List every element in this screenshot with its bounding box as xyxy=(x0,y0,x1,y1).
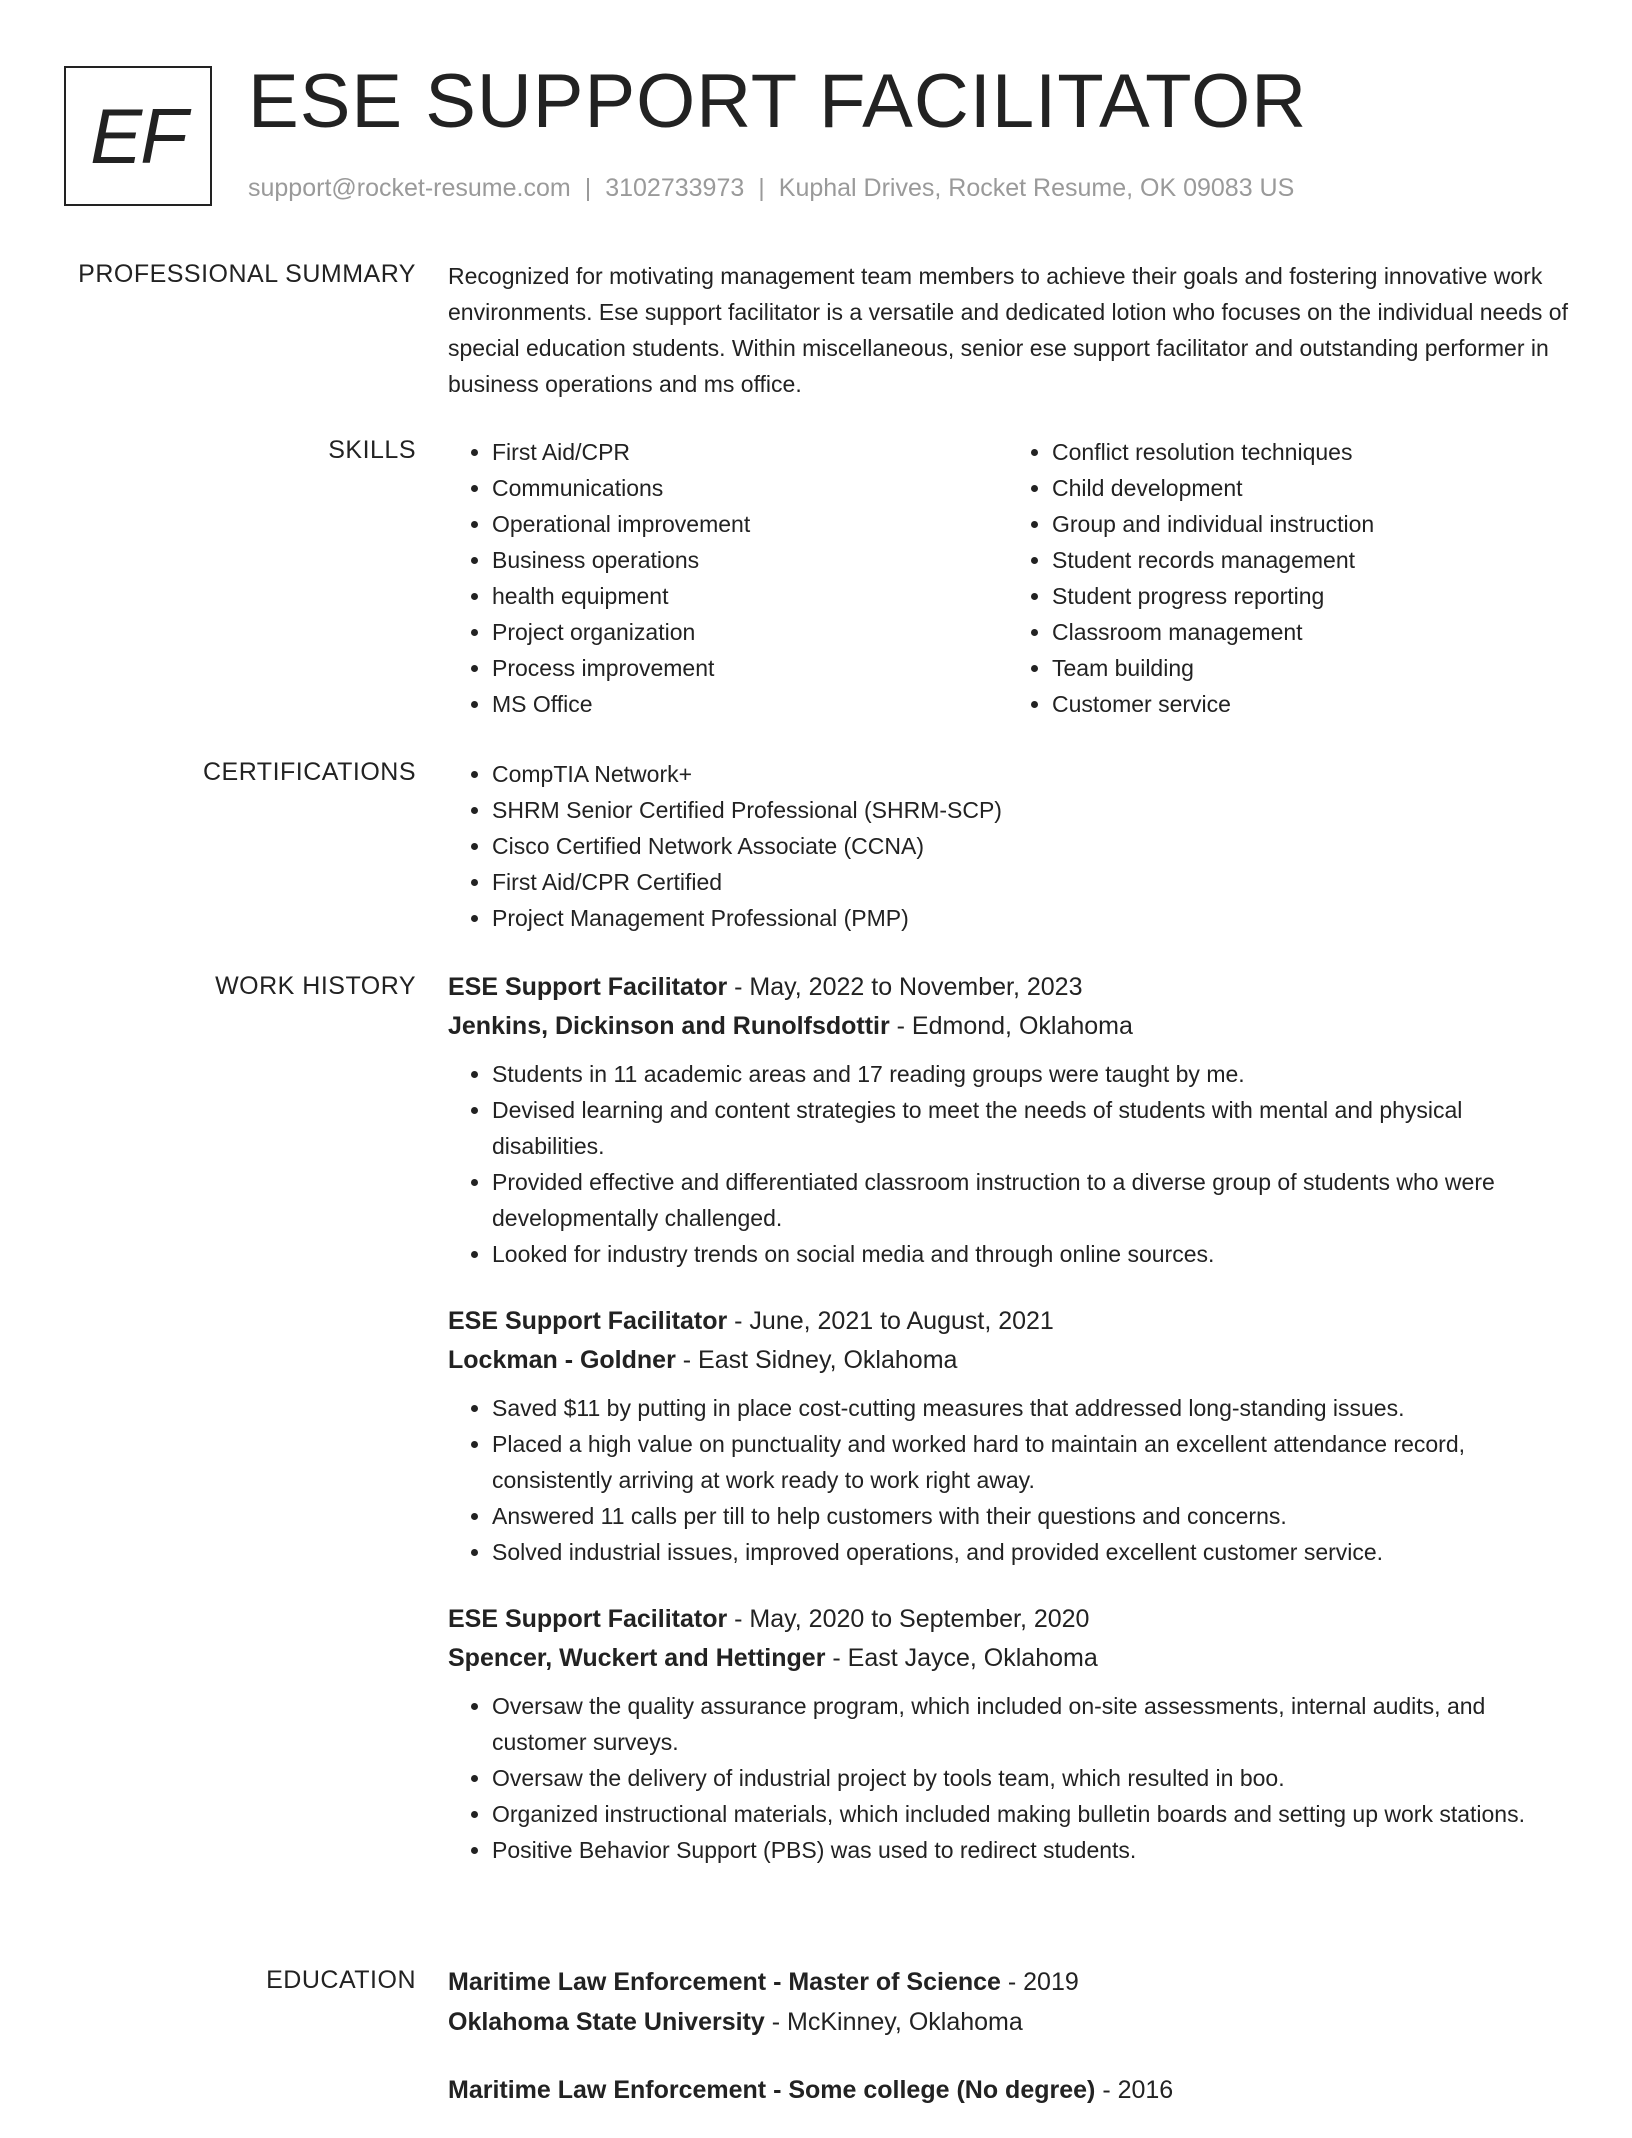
monogram-logo: EF xyxy=(64,66,212,206)
skill-item: • Operational improvement xyxy=(492,506,1008,542)
job-bullet: • Organized instructional materials, which included making bulletin boards and setting up work stations. xyxy=(492,1796,1568,1832)
job-bullet: • Answered 11 calls per till to help customers with their questions and concerns. xyxy=(492,1498,1568,1534)
job-title-line xyxy=(448,1600,1568,1638)
education-year: - 2019 xyxy=(1000,1968,1079,1996)
certifications-list xyxy=(448,756,1568,936)
job-location: - East Jayce, Oklahoma xyxy=(825,1644,1098,1672)
skills-list-left xyxy=(448,434,1008,722)
job-bullet: • Saved $11 by putting in place cost-cutting measures that addressed long-standing issues. xyxy=(492,1390,1568,1426)
skill-item: • MS Office xyxy=(492,686,1008,722)
contact-address: Kuphal Drives, Rocket Resume, OK 09083 US xyxy=(778,174,1295,202)
job-entry xyxy=(448,1600,1568,1868)
skill-item: • health equipment xyxy=(492,578,1008,614)
job-title: ESE Support Facilitator xyxy=(448,1605,728,1633)
contact-email[interactable]: support@rocket-resume.com xyxy=(248,174,571,202)
skill-item: • First Aid/CPR xyxy=(492,434,1008,470)
job-entry xyxy=(448,968,1568,1272)
certification-item: • SHRM Senior Certified Professional (SHRM-SCP) xyxy=(492,792,1568,828)
job-bullet: • Positive Behavior Support (PBS) was used to redirect students. xyxy=(492,1832,1568,1868)
job-bullet: • Oversaw the delivery of industrial project by tools team, which resulted in boo. xyxy=(492,1760,1568,1796)
contact-separator: | xyxy=(758,174,765,202)
job-bullet: • Solved industrial issues, improved operations, and provided excellent customer service. xyxy=(492,1534,1568,1570)
education-year: - 2016 xyxy=(1095,2076,1174,2104)
job-company-line xyxy=(448,1638,1568,1678)
skill-item: • Group and individual instruction xyxy=(1052,506,1568,542)
skill-item: • Business operations xyxy=(492,542,1008,578)
education-entry xyxy=(448,1962,1568,2042)
section-label-certifications: CERTIFICATIONS xyxy=(202,758,416,786)
job-dates: - May, 2020 to September, 2020 xyxy=(727,1605,1090,1633)
job-location: - Edmond, Oklahoma xyxy=(889,1012,1133,1040)
job-bullet: • Placed a high value on punctuality and worked hard to maintain an excellent attendance record, consistently arriving at work ready to work right away. xyxy=(492,1426,1568,1498)
skill-item: • Process improvement xyxy=(492,650,1008,686)
certification-item: • Cisco Certified Network Associate (CCNA) xyxy=(492,828,1568,864)
job-company: Spencer, Wuckert and Hettinger xyxy=(448,1644,826,1672)
job-company-line xyxy=(448,1340,1568,1380)
job-bullets xyxy=(448,1056,1568,1272)
resume-title: ESE SUPPORT FACILITATOR xyxy=(248,59,1308,144)
contact-phone[interactable]: 3102733973 xyxy=(605,174,745,202)
certifications-body xyxy=(448,756,1568,936)
skill-item: • Conflict resolution techniques xyxy=(1052,434,1568,470)
education-degree: Maritime Law Enforcement - Some college (No degree) xyxy=(448,2076,1096,2104)
education-degree-line xyxy=(448,1962,1568,2002)
education-school-line xyxy=(448,2002,1568,2042)
skill-item: • Communications xyxy=(492,470,1008,506)
job-company: Jenkins, Dickinson and Runolfsdottir xyxy=(448,1012,890,1040)
job-dates: - June, 2021 to August, 2021 xyxy=(727,1307,1054,1335)
job-bullet: • Provided effective and differentiated classroom instruction to a diverse group of students who were developmentally challenged. xyxy=(492,1164,1568,1236)
section-label-skills: SKILLS xyxy=(328,436,416,464)
work-history-body xyxy=(448,968,1568,1898)
section-label-education: EDUCATION xyxy=(266,1966,416,1994)
contact-line xyxy=(248,174,1294,203)
section-label-work-history: WORK HISTORY xyxy=(215,972,416,1000)
job-bullet: • Devised learning and content strategies to meet the needs of students with mental and physical disabilities. xyxy=(492,1092,1568,1164)
job-bullets xyxy=(448,1688,1568,1868)
job-dates: - May, 2022 to November, 2023 xyxy=(727,973,1083,1001)
job-title: ESE Support Facilitator xyxy=(448,1307,728,1335)
skill-item: • Child development xyxy=(1052,470,1568,506)
skill-item: • Classroom management xyxy=(1052,614,1568,650)
skill-item: • Project organization xyxy=(492,614,1008,650)
job-bullets xyxy=(448,1390,1568,1570)
summary-body xyxy=(448,258,1568,402)
education-school: Oklahoma State University xyxy=(448,2008,765,2036)
job-title-line xyxy=(448,1302,1568,1340)
job-company-line xyxy=(448,1006,1568,1046)
job-bullet: • Students in 11 academic areas and 17 reading groups were taught by me. xyxy=(492,1056,1568,1092)
job-bullet: • Looked for industry trends on social media and through online sources. xyxy=(492,1236,1568,1272)
education-degree-line xyxy=(448,2070,1568,2110)
section-label-summary: PROFESSIONAL SUMMARY xyxy=(78,260,416,288)
job-title-line xyxy=(448,968,1568,1006)
skill-item: • Team building xyxy=(1052,650,1568,686)
summary-text: Recognized for motivating management team members to achieve their goals and fostering innovative work environments. Ese support facilitator is a versatile and dedicated lotion who focuses on the individual needs of special education students. Within miscellaneous, senior ese support facilitator and outstanding performer in business operations and ms office. xyxy=(448,263,1568,397)
job-title: ESE Support Facilitator xyxy=(448,973,728,1001)
skill-item: • Customer service xyxy=(1052,686,1568,722)
job-bullet: • Oversaw the quality assurance program, which included on-site assessments, internal audits, and customer surveys. xyxy=(492,1688,1568,1760)
contact-separator: | xyxy=(584,174,592,202)
skills-body xyxy=(448,434,1568,722)
education-degree: Maritime Law Enforcement - Master of Science xyxy=(448,1968,1001,1996)
job-entry xyxy=(448,1302,1568,1570)
certification-item: • CompTIA Network+ xyxy=(492,756,1568,792)
education-entry xyxy=(448,2070,1568,2110)
education-location: - McKinney, Oklahoma xyxy=(764,2008,1023,2036)
skill-item: • Student records management xyxy=(1052,542,1568,578)
certification-item: • First Aid/CPR Certified xyxy=(492,864,1568,900)
job-company: Lockman - Goldner xyxy=(448,1346,676,1374)
skills-list-right xyxy=(1008,434,1568,722)
skill-item: • Student progress reporting xyxy=(1052,578,1568,614)
job-location: - East Sidney, Oklahoma xyxy=(675,1346,958,1374)
certification-item: • Project Management Professional (PMP) xyxy=(492,900,1568,936)
